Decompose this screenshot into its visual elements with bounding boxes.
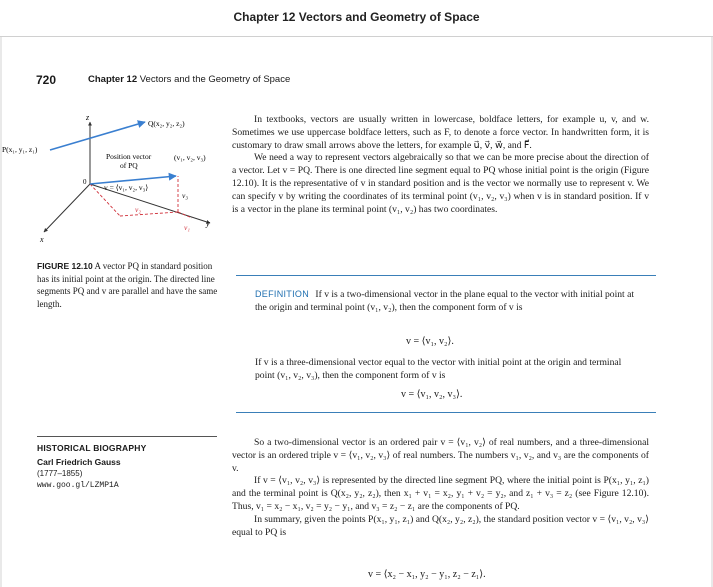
title-bar (0, 0, 713, 37)
biography-heading: HISTORICAL BIOGRAPHY (37, 443, 147, 453)
point-P-label: P(x₁, y₁, z₁) (2, 145, 38, 154)
biography-link[interactable]: www.goo.gl/LZMP1A (37, 481, 119, 490)
definition-body-2: If v is a three-dimensional vector equal to the vector with initial point at the origin and terminal point (v₁, v₂, v₃), then the component form of v is (255, 357, 622, 381)
running-head-title: Vectors and the Geometry of Space (139, 74, 291, 85)
position-vector-label-2: of PQ (120, 161, 138, 170)
vector-PQ (50, 122, 145, 150)
biography-dates: (1777–1855) (37, 469, 83, 478)
x-axis (44, 184, 90, 232)
definition-box (236, 275, 656, 413)
paragraph-5: In summary, given the points P(x₁, y₁, z₁) and Q(x₂, y₂, z₂), the standard position vector v = ⟨v₁, v₂, v₃⟩ equal to PQ is (232, 513, 649, 538)
definition-label: DEFINITION (255, 289, 309, 299)
definition-body-1: If v is a two-dimensional vector in the plane equal to the vector with initial point at the origin and terminal point (v₁, v₂), then the component form of v is (255, 289, 635, 313)
figure-12-10 (2, 108, 220, 258)
position-vector-label: Position vector (106, 152, 152, 161)
definition-equation-2: v = ⟨v₁, v₂, v₃⟩. (401, 389, 463, 400)
running-head-chapter: Chapter 12 (88, 74, 138, 85)
vector-v-label: v = ⟨v₁, v₂, v₃⟩ (104, 183, 149, 192)
v1-label: v₁ (184, 223, 190, 232)
page-number: 720 (36, 73, 57, 87)
paragraph-3: So a two-dimensional vector is an ordered pair v = ⟨v₁, v₂⟩ of real numbers, and a three-dimensional vector is an ordered triple v = ⟨v₁, v₂, v₃⟩ of real numbers. The numbers v₁, v₂, and v₃ are the components of v. (232, 437, 649, 474)
figure-caption-text: A vector PQ in standard position has its initial point at the origin. The directed line segments PQ and v are parallel and have the same length. (37, 261, 218, 309)
paragraph-1: In textbooks, vectors are usually written in lowercase, boldface letters, for example u, v, and w. Sometimes we use uppercase boldface letters, such as F, to denote a force vector. In handwritten form, it is customary to draw small arrows above the letters, for example u⃗, v⃗, w⃗, and F⃗. (232, 114, 649, 151)
point-Q-label: Q(x₂, y₂, z₂) (148, 119, 185, 128)
paragraph-2: We need a way to represent vectors algebraically so that we can be more precise about the direction of a vector. Let v = PQ. There is one directed line segment equal to PQ whose initial point is the origin (Figure 12.10). It is the representative of v in standard position and is the vector we normally use to represent v. We can specify v by writing the coordinates of its terminal point (v₁, v₂, v₃) when v is in standard position. If v is a vector in the plane its terminal point (v₁, v₂) has two coordinates. (232, 152, 649, 215)
definition-equation-1: v = ⟨v₁, v₂⟩. (406, 336, 454, 347)
window-title: Chapter 12 Vectors and Geometry of Space (233, 10, 480, 24)
historical-biography (37, 436, 217, 490)
axis-y-label: y (206, 219, 210, 228)
axis-x-label: x (40, 235, 44, 244)
axis-z-label: z (86, 113, 90, 122)
text-block-intro (232, 114, 649, 216)
paragraph-4: If v = ⟨v₁, v₂, v₃⟩ is represented by the directed line segment PQ, where the initial point is P(x₁, y₁, z₁) and the terminal point is Q(x₂, y₂, z₂), then x₁ + v₁ = x₂, y₁ + v₂ = y₂, and z₁ + v₃ = z₂ (see Figure 12.10). Thus, v₁ = x₂ − x₁, v₂ = y₂ − y₁, and v₃ = z₂ − z₁ are the components of PQ. (232, 475, 649, 512)
figure-caption (37, 260, 222, 310)
figure-caption-label: FIGURE 12.10 (37, 261, 93, 271)
text-block-components (232, 437, 649, 539)
origin-label: 0 (83, 178, 87, 186)
definition-text-1 (255, 288, 637, 314)
v2-label: v₂ (135, 205, 141, 214)
summary-equation: v = ⟨x₂ − x₁, y₂ − y₁, z₂ − z₁⟩. (368, 569, 486, 580)
running-head (88, 74, 290, 85)
terminal-point-label: (v₁, v₂, v₃) (174, 153, 206, 162)
biography-name: Carl Friedrich Gauss (37, 457, 121, 467)
v3-label: v₃ (182, 191, 188, 200)
